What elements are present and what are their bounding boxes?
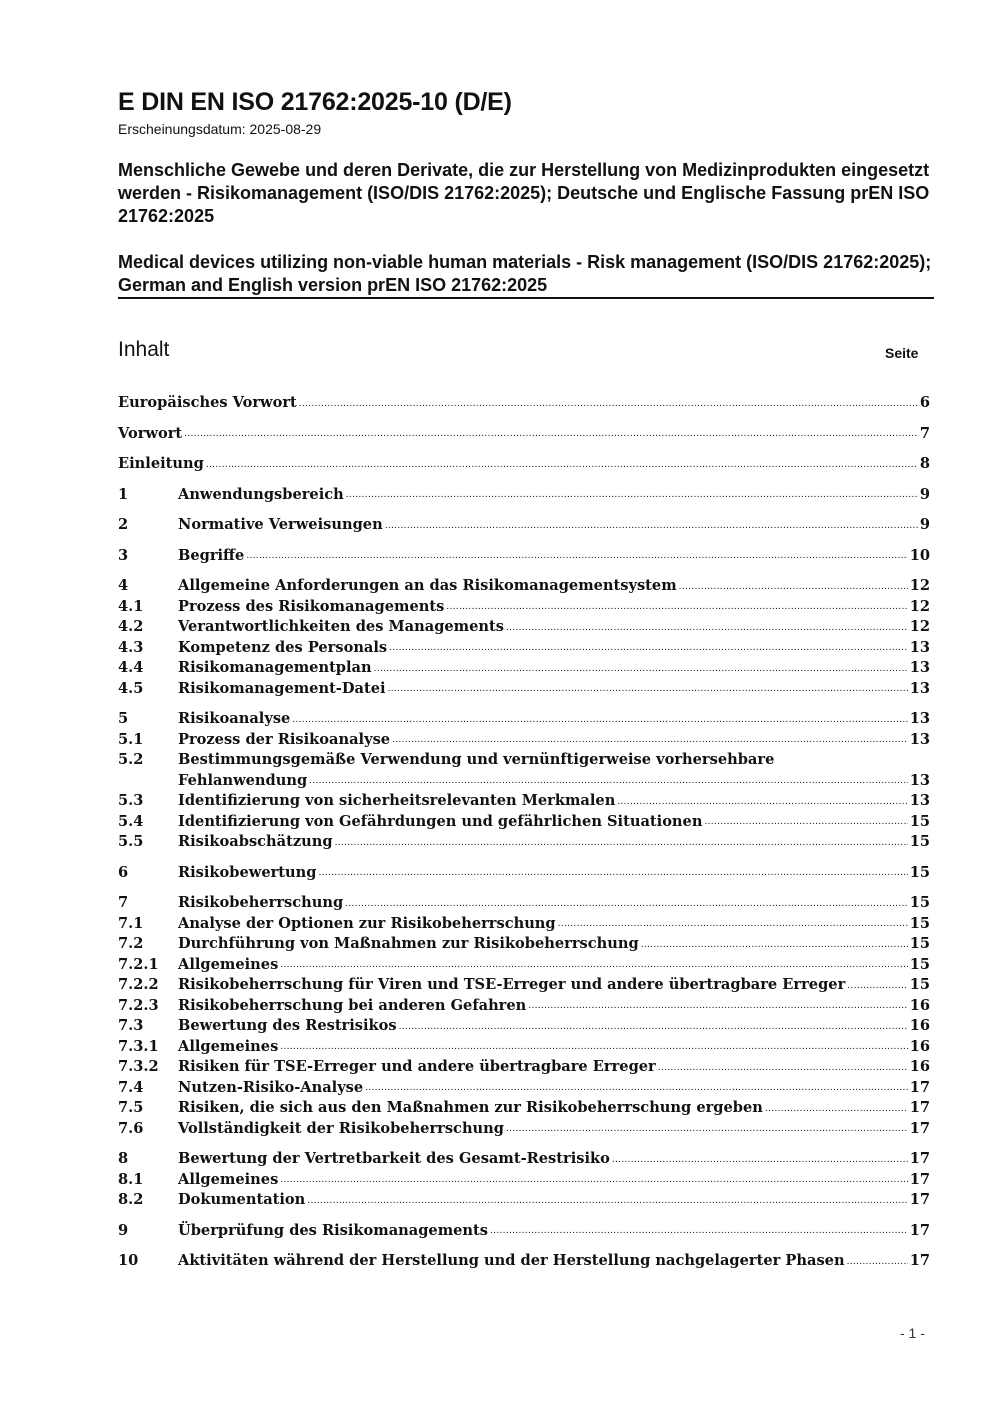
toc-dot-leader	[318, 863, 907, 883]
toc-dot-leader	[389, 638, 908, 658]
toc-dot-leader	[617, 792, 907, 812]
toc-dot-leader	[365, 1078, 908, 1098]
toc-entry-page: 13	[909, 638, 930, 656]
toc-entry-title: Kompetenz des Personals	[178, 638, 388, 656]
toc-entry-number: 8.2	[118, 1191, 144, 1208]
toc-entry-number: 5.2	[118, 751, 144, 768]
toc-entry-number: 7.2.2	[118, 976, 159, 993]
toc-dot-leader	[399, 1017, 908, 1037]
toc-dot-leader	[558, 914, 908, 934]
toc-entry-title: Risikomanagement-Datei	[178, 679, 386, 697]
toc-entry-number: 4.2	[118, 618, 144, 635]
toc-entry-title: Normative Verweisungen	[178, 516, 383, 533]
toc-entry-title: Risikoabschätzung	[178, 833, 333, 850]
toc-entry[interactable]	[118, 730, 930, 751]
toc-entry-number: 4.1	[118, 597, 144, 615]
toc-entry-page: 15	[909, 914, 930, 932]
toc-entry[interactable]	[118, 1221, 930, 1242]
toc-entry-page: 12	[909, 618, 930, 635]
toc-entry-number: 8.1	[118, 1170, 144, 1188]
toc-entry-title: Einleitung	[118, 455, 204, 472]
toc-entry-number: 7.5	[118, 1099, 144, 1116]
toc-entry-number: 5.5	[118, 833, 144, 850]
toc-dot-leader	[280, 1037, 907, 1057]
title-divider	[118, 297, 934, 299]
toc-entry[interactable]	[118, 863, 930, 884]
toc-entry-page: 13	[909, 659, 930, 676]
toc-entry[interactable]	[118, 893, 930, 914]
toc-dot-leader	[392, 730, 908, 750]
toc-entry-page: 7	[919, 424, 930, 442]
publication-date: Erscheinungsdatum: 2025-08-29	[118, 121, 322, 137]
toc-entry-page: 15	[909, 894, 930, 911]
toc-entry-title: Verantwortlichkeiten des Managements	[178, 618, 504, 635]
toc-entry-page: 12	[909, 597, 930, 615]
toc-entry-number: 7.3.2	[118, 1058, 159, 1075]
toc-entry-page: 17	[909, 1170, 930, 1188]
toc-entry-title: Risikobeherrschung	[178, 894, 344, 911]
toc-heading: Inhalt	[118, 338, 170, 361]
toc-entry-title: Risiken, die sich aus den Maßnahmen zur Risikobeherrschung ergeben	[178, 1099, 763, 1116]
toc-entry[interactable]	[118, 812, 930, 833]
toc-entry[interactable]	[118, 1170, 930, 1191]
toc-entry[interactable]	[118, 617, 930, 638]
document-id: E DIN EN ISO 21762:2025-10 (D/E)	[118, 88, 512, 116]
toc-entry[interactable]	[118, 934, 930, 955]
title-english: Medical devices utilizing non-viable human materials - Risk management (ISO/DIS 21762:2025); German and English version prEN ISO 21762:2025	[118, 252, 932, 295]
toc-page-column-label: Seite	[885, 345, 919, 361]
toc-entry-page: 13	[909, 710, 930, 727]
toc-entry-title-continued: Fehlanwendung	[178, 771, 308, 789]
toc-entry-title: Durchführung von Maßnahmen zur Risikobeherrschung	[178, 935, 639, 952]
toc-entry-page: 12	[909, 577, 930, 594]
toc-dot-leader	[704, 812, 907, 832]
toc-entry-number: 6	[118, 863, 129, 881]
toc-entry-title: Anwendungsbereich	[178, 485, 344, 503]
toc-dot-leader	[385, 516, 918, 536]
toc-entry-number: 1	[118, 485, 129, 503]
toc-entry-number: 8	[118, 1150, 129, 1167]
toc-entry-number: 3	[118, 546, 129, 564]
toc-entry-page: 16	[909, 1058, 930, 1075]
toc-entry-title: Identifizierung von Gefährdungen und gefährlichen Situationen	[178, 812, 703, 830]
toc-entry[interactable]	[118, 576, 930, 597]
toc-entry-title: Bewertung des Restrisikos	[178, 1017, 397, 1034]
toc-entry-page: 15	[909, 812, 930, 830]
toc-dot-leader	[246, 546, 907, 566]
toc-dot-leader	[280, 955, 907, 975]
toc-entry-page: 17	[909, 1099, 930, 1116]
toc-entry[interactable]	[118, 996, 930, 1017]
toc-entry-title: Aktivitäten während der Herstellung und der Herstellung nachgelagerter Phasen	[178, 1252, 845, 1269]
toc-dot-leader	[346, 485, 918, 505]
toc-entry-number: 4.3	[118, 638, 144, 656]
toc-dot-leader	[280, 1170, 907, 1190]
toc-dot-leader	[374, 659, 908, 679]
toc-entry-number: 7	[118, 894, 129, 911]
toc-entry-number: 7.2.1	[118, 955, 159, 973]
toc-dot-leader	[307, 1191, 907, 1211]
toc-dot-leader	[292, 710, 907, 730]
toc-entry-number: 7.1	[118, 914, 144, 932]
toc-dot-leader	[345, 894, 908, 914]
toc-entry-number: 5	[118, 710, 129, 727]
toc-dot-leader	[679, 577, 908, 597]
toc-entry-page: 10	[909, 546, 930, 564]
title-german: Menschliche Gewebe und deren Derivate, die zur Herstellung von Medizinprodukten eingesetzt werden - Risikomanagement (ISO/DIS 21762:2025); Deutsche und Englische Fassung prEN ISO 21762:2025	[118, 160, 930, 226]
toc-entry-title: Vollständigkeit der Risikobeherrschung	[178, 1119, 504, 1137]
toc-entry-title: Risikobeherrschung bei anderen Gefahren	[178, 996, 527, 1014]
toc-entry[interactable]	[118, 454, 930, 475]
toc-entry-page: 15	[909, 976, 930, 993]
toc-entry-number: 7.4	[118, 1078, 144, 1096]
toc-entry-number: 5.3	[118, 792, 144, 809]
toc-entry-number: 7.2.3	[118, 996, 159, 1014]
toc-entry[interactable]	[118, 832, 930, 853]
toc-entry[interactable]	[118, 791, 930, 812]
toc-dot-leader	[446, 597, 907, 617]
toc-dot-leader	[641, 935, 908, 955]
toc-entry-number: 9	[118, 1221, 129, 1239]
toc-entry-page: 17	[909, 1150, 930, 1167]
toc-entry[interactable]	[118, 638, 930, 659]
toc-dot-leader	[658, 1058, 908, 1078]
toc-entry[interactable]	[118, 1190, 930, 1211]
toc-entry-page: 8	[919, 455, 930, 472]
toc-entry-page: 16	[909, 1037, 930, 1055]
toc-entry-title: Risikobeherrschung für Viren und TSE-Erreger und andere übertragbare Erreger	[178, 976, 846, 993]
toc-entry[interactable]	[118, 975, 930, 996]
toc-entry-number: 10	[118, 1252, 139, 1269]
toc-entry[interactable]	[118, 1149, 930, 1170]
toc-entry-page: 16	[909, 996, 930, 1014]
toc-dot-leader	[206, 455, 918, 475]
toc-entry-title: Allgemeine Anforderungen an das Risikomanagementsystem	[178, 577, 677, 594]
toc-entry[interactable]	[118, 1057, 930, 1078]
toc-entry-page: 13	[909, 771, 930, 789]
toc-entry-title: Allgemeines	[178, 1170, 279, 1188]
toc-entry-page: 17	[909, 1221, 930, 1239]
toc-entry[interactable]	[118, 955, 930, 976]
toc-entry-page: 13	[909, 792, 930, 809]
toc-dot-leader	[612, 1150, 908, 1170]
toc-entry[interactable]	[118, 750, 930, 791]
toc-entry-title: Risikobewertung	[178, 863, 317, 881]
toc-entry[interactable]	[118, 658, 930, 679]
toc-entry-title: Begriffe	[178, 546, 245, 564]
toc-entry-page: 9	[919, 485, 930, 503]
toc-entry[interactable]	[118, 424, 930, 445]
toc-dot-leader	[847, 1252, 908, 1272]
toc-entry-number: 4.4	[118, 659, 144, 676]
toc-entry-title: Bestimmungsgemäße Verwendung und vernünftigerweise vorhersehbare	[178, 751, 775, 768]
toc-entry-page: 17	[909, 1252, 930, 1269]
toc-entry[interactable]	[118, 679, 930, 700]
toc-entry-title: Nutzen-Risiko-Analyse	[178, 1078, 364, 1096]
toc-entry[interactable]	[118, 393, 930, 414]
toc-entry[interactable]	[118, 1078, 930, 1099]
toc-entry-number: 4	[118, 577, 129, 594]
toc-dot-leader	[335, 833, 908, 853]
toc-entry-page: 13	[909, 730, 930, 748]
toc-entry[interactable]	[118, 1098, 930, 1119]
toc-entry-title: Risikomanagementplan	[178, 659, 372, 676]
toc-entry-number: 7.2	[118, 935, 144, 952]
toc-entry-title: Überprüfung des Risikomanagements	[178, 1221, 489, 1239]
toc-entry-title: Identifizierung von sicherheitsrelevanten Merkmalen	[178, 792, 616, 809]
toc-dot-leader	[490, 1221, 908, 1241]
toc-entry[interactable]	[118, 1037, 930, 1058]
toc-entry-number: 5.4	[118, 812, 144, 830]
toc-entry-title: Dokumentation	[178, 1191, 306, 1208]
toc-entry[interactable]	[118, 597, 930, 618]
toc-entry-page: 15	[909, 863, 930, 881]
toc-entry-number: 7.6	[118, 1119, 144, 1137]
toc-entry-title: Europäisches Vorwort	[118, 394, 297, 411]
toc-entry-title: Risiken für TSE-Erreger und andere übertragbare Erreger	[178, 1058, 656, 1075]
toc-entry-page: 16	[909, 1017, 930, 1034]
toc-entry-title: Risikoanalyse	[178, 710, 291, 727]
toc-entry[interactable]	[118, 546, 930, 567]
toc-entry[interactable]	[118, 1119, 930, 1140]
toc-entry-title: Allgemeines	[178, 1037, 279, 1055]
toc-entry-title: Allgemeines	[178, 955, 279, 973]
toc-entry-title: Bewertung der Vertretbarkeit des Gesamt-Restrisiko	[178, 1150, 610, 1167]
toc-entry-page: 17	[909, 1078, 930, 1096]
toc-entry-page: 17	[909, 1191, 930, 1208]
toc-entry-title: Prozess des Risikomanagements	[178, 597, 445, 615]
toc-entry-number: 4.5	[118, 679, 144, 697]
toc-dot-leader	[528, 996, 907, 1016]
toc-entry-page: 13	[909, 679, 930, 697]
toc-dot-leader	[506, 1119, 908, 1139]
toc-dot-leader	[388, 679, 908, 699]
toc-dot-leader	[309, 771, 908, 791]
toc-entry-number: 7.3	[118, 1017, 144, 1034]
toc-entry-title: Vorwort	[118, 424, 183, 442]
toc-entry[interactable]	[118, 709, 930, 730]
toc-dot-leader	[506, 618, 908, 638]
toc-entry-title: Prozess der Risikoanalyse	[178, 730, 391, 748]
toc-entry[interactable]	[118, 515, 930, 536]
toc-entry-number: 5.1	[118, 730, 144, 748]
toc-entry[interactable]	[118, 485, 930, 506]
toc-entry[interactable]	[118, 914, 930, 935]
toc-entry-page: 17	[909, 1119, 930, 1137]
toc-entry-page: 15	[909, 935, 930, 952]
toc-entry-page: 15	[909, 955, 930, 973]
toc-entry-page: 15	[909, 833, 930, 850]
toc-entry[interactable]	[118, 1016, 930, 1037]
toc-entry-title: Analyse der Optionen zur Risikobeherrschung	[178, 914, 556, 932]
table-of-contents	[118, 393, 930, 1272]
toc-dot-leader	[299, 394, 918, 414]
toc-entry-number: 7.3.1	[118, 1037, 159, 1055]
toc-entry[interactable]	[118, 1251, 930, 1272]
toc-entry-page: 6	[919, 394, 930, 411]
toc-dot-leader	[765, 1099, 908, 1119]
toc-entry-number: 2	[118, 516, 129, 533]
toc-entry-page: 9	[919, 516, 930, 533]
toc-dot-leader	[184, 424, 918, 444]
page-number: - 1 -	[900, 1325, 925, 1341]
toc-dot-leader	[847, 976, 907, 996]
